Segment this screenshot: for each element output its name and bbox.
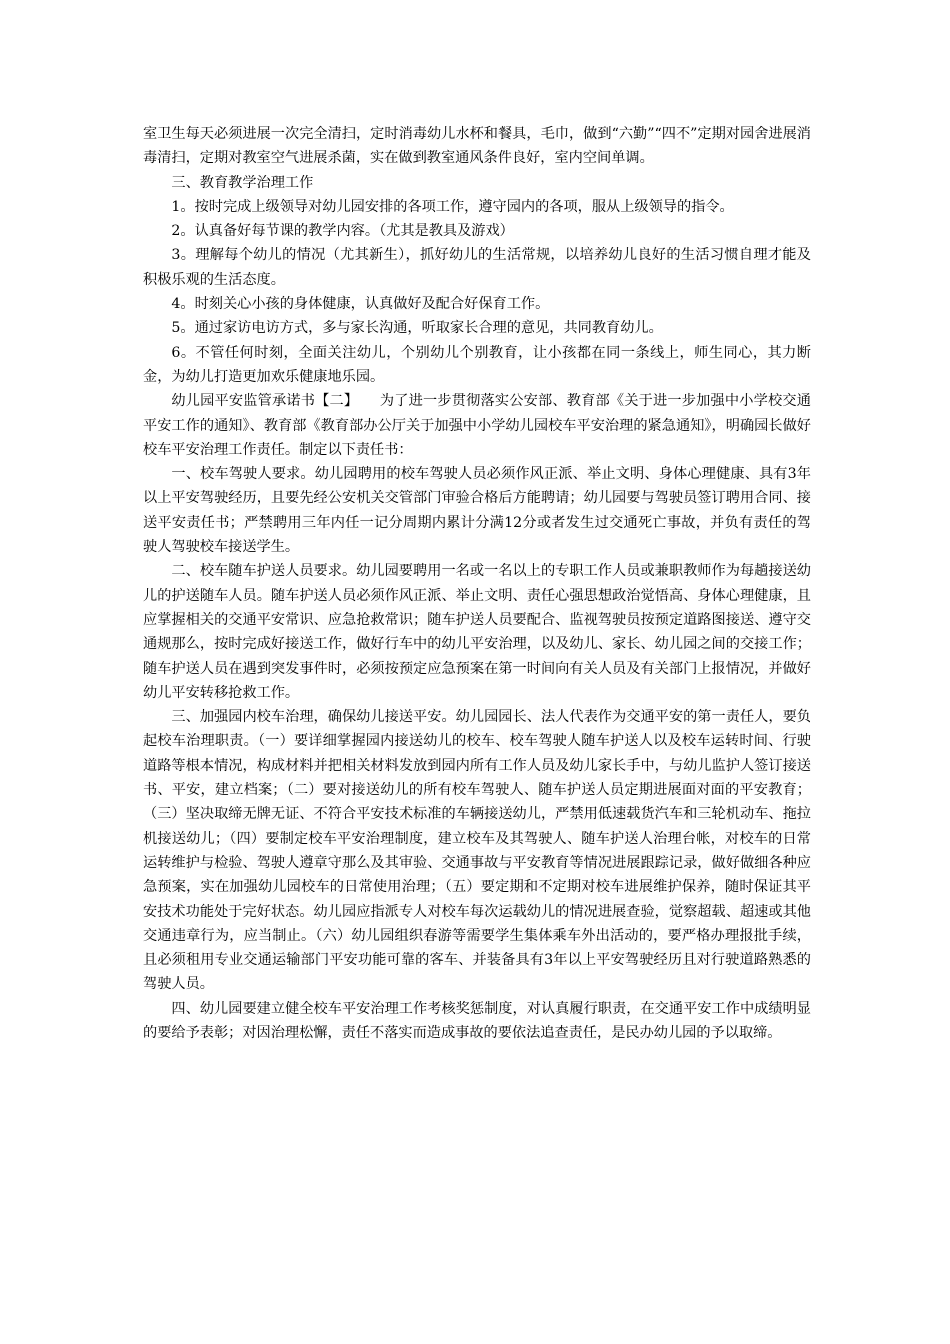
paragraph-driver-requirements: 一、校车驾驶人要求。幼儿园聘用的校车驾驶人员必须作风正派、举止文明、身体心理健康、具有3年以上平安驾驶经历，且要先经公安机关交管部门审验合格后方能聘请；幼儿园要与驾驶员签订聘用合同、接送平安责任书；严禁聘用三年内任一记分周期内累计分满12分或者发生过交通死亡事故，并负有责任的驾驶人驾驶校车接送学生。: [143, 466, 811, 556]
list-item-2: 2。认真备好每节课的教学内容。（尤其是教具及游戏）: [171, 223, 514, 240]
paragraph-escort-requirements: 二、校车随车护送人员要求。幼儿园要聘用一名或一名以上的专职工作人员或兼职教师作为每趟接送幼儿的护送随车人员。随车护送人员必须作风正派、举止文明、责任心强思想政治觉悟高、身体心理健康，且应掌握相关的交通平安常识、应急抢救常识；随车护送人员要配合、监视驾驶员按预定道路图接送、遵守交通规那么，按时完成好接送工作，做好行车中的幼儿平安治理，以及幼儿、家长、幼儿园之间的交接工作；随车护送人员在遇到突发事件时，必须按预定应急预案在第一时间向有关人员及有关部门上报情况，并做好幼儿平安转移抢救工作。: [143, 563, 811, 701]
section-heading-teaching-management: 三、教育教学治理工作: [171, 174, 314, 191]
list-item-3: 3。理解每个幼儿的情况（尤其新生），抓好幼儿的生活常规，以培养幼儿良好的生活习惯自理才能及积极乐观的生活态度。: [143, 247, 811, 288]
paragraph-bus-management: 三、加强园内校车治理，确保幼儿接送平安。幼儿园园长、法人代表作为交通平安的第一责任人，要负起校车治理职责。（一）要详细掌握园内接送幼儿的校车、校车驾驶人随车护送人以及校车运转时间、行驶道路等根本情况，构成材料并把相关材料发放到园内所有工作人员及幼儿家长手中，与幼儿监护人签订接送书、平安，建立档案；（二）要对接送幼儿的所有校车驾驶人、随车护送人员定期进展面对面的平安教育；（三）坚决取缔无牌无证、不符合平安技术标准的车辆接送幼儿，严禁用低速载货汽车和三轮机动车、拖拉机接送幼儿；（四）要制定校车平安治理制度，建立校车及其驾驶人、随车护送人治理台帐，对校车的日常运转维护与检验、驾驶人遵章守那么及其审验、交通事故与平安教育等情况进展跟踪记录，做好做细各种应急预案，实在加强幼儿园校车的日常使用治理；（五）要定期和不定期对校车进展维护保养，随时保证其平安技术功能处于完好状态。幼儿园应指派专人对校车每次运载幼儿的情况进展查验，觉察超载、超速或其他交通违章行为，应当制止。（六）幼儿园组织春游等需要学生集体乘车外出活动的，要严格办理报批手续，且必须租用专业交通运输部门平安功能可靠的客车、并装备具有3年以上平安驾驶经历且对行驶道路熟悉的驾驶人员。: [143, 709, 811, 993]
list-item-4: 4。时刻关心小孩的身体健康，认真做好及配合好保育工作。: [171, 296, 550, 313]
list-item-5: 5。通过家访电访方式，多与家长沟通，听取家长合理的意见，共同教育幼儿。: [171, 320, 663, 337]
list-item-6: 6。不管任何时刻，全面关注幼儿，个别幼儿个别教育，让小孩都在同一条线上，师生同心，其力断金，为幼儿打造更加欢乐健康地乐园。: [143, 344, 811, 385]
paragraph-safety-pledge-intro: 幼儿园平安监管承诺书【二】 为了进一步贯彻落实公安部、教育部《关于进一步加强中小学校交通平安工作的通知》、教育部《教育部办公厅关于加强中小学幼儿园校车平安治理的紧急通知》，明确园长做好校车平安治理工作责任。制定以下责任书：: [143, 393, 811, 458]
paragraph-rewards-penalties: 四、幼儿园要建立健全校车平安治理工作考核奖惩制度，对认真履行职责，在交通平安工作中成绩明显的要给予表彰；对因治理松懈，责任不落实而造成事故的要依法追查责任，是民办幼儿园的予以取缔。: [143, 1000, 811, 1041]
document-body: [143, 122, 811, 1045]
list-item-1: 1。按时完成上级领导对幼儿园安排的各项工作，遵守园内的各项，服从上级领导的指令。: [171, 198, 734, 215]
paragraph-hygiene-continued: 室卫生每天必须进展一次完全清扫，定时消毒幼儿水杯和餐具，毛巾，做到“六勤”“四不”定期对园舍进展消毒清扫，定期对教室空气进展杀菌，实在做到教室通风条件良好，室内空间单调。: [143, 126, 811, 167]
